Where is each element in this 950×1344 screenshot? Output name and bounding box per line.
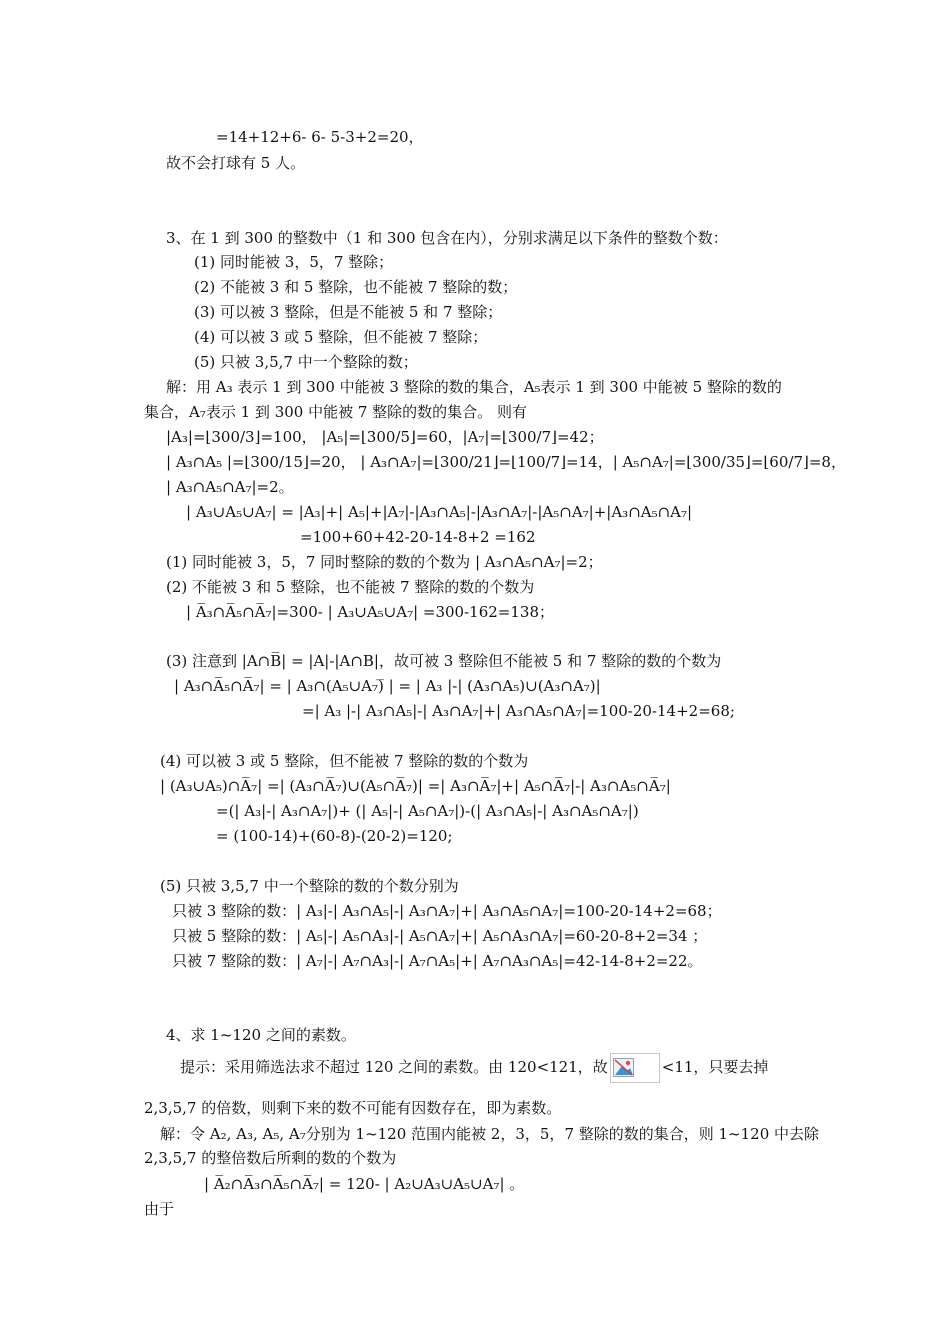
text-line: 2,3,5,7 的整倍数后所剩的数的个数为 [144, 1149, 397, 1167]
formula-line: 只被 7 整除的数：| A₇|-| A₇∩A₃|-| A₇∩A₅|+| A₇∩A₃∩A₅|=42-14-8+2=22。 [172, 952, 703, 970]
text-line: (2) 不能被 3 和 5 整除，也不能被 7 整除的数； [194, 278, 518, 296]
formula-line: 只被 5 整除的数：| A₅|-| A₅∩A₃|-| A₅∩A₇|+| A₅∩A₃∩A₇|=60-20-8+2=34 ； [172, 927, 708, 945]
formula-line: |A₃|=⌊300/3⌋=100， |A₅|=⌊300/5⌋=60，|A₇|=⌊300/7⌋=42； [166, 428, 604, 446]
hint-text-continued: <11，只要去掉 [661, 1058, 769, 1076]
formula-line: =(| A₃|-| A₃∩A₇|)+ (| A₅|-| A₅∩A₇|)-(| A₃∩A₅|-| A₃∩A₅∩A₇|) [216, 802, 639, 820]
formula-line: | (A₃∪A₅)∩A̅₇| =| (A₃∩A̅₇)∪(A₅∩A̅₇)| =| A₃∩A̅₇|+| A₅∩A̅₇|-| A₃∩A₅∩A̅₇| [160, 777, 671, 795]
text-line: =14+12+6- 6- 5-3+2=20， [216, 128, 424, 146]
hint-text: 提示：采用筛选法求不超过 120 之间的素数。由 120<121，故 [180, 1058, 608, 1076]
text-line: (5) 只被 3,5,7 中一个整除的数； [194, 353, 418, 371]
text-line: (3) 可以被 3 整除，但是不能被 5 和 7 整除； [194, 303, 503, 321]
text-line: 由于 [144, 1200, 175, 1218]
formula-line: | A₃∪A₅∪A₇| = |A₃|+| A₅|+|A₇|-|A₃∩A₅|-|A₃∩A₇|-|A₅∩A₇|+|A₃∩A₅∩A₇| [186, 503, 693, 521]
formula-line: | A₃∩A₅ |=⌊300/15⌋=20， | A₃∩A₇|=⌊300/21⌋=⌊100/7⌋=14，| A₅∩A₇|=⌊300/35⌋=⌊60/7⌋=8， [166, 453, 846, 471]
text-line: (2) 不能被 3 和 5 整除，也不能被 7 整除的数的个数为 [166, 578, 535, 596]
formula-line: = (100-14)+(60-8)-(20-2)=120; [216, 827, 453, 845]
text-line: 解：用 A₃ 表示 1 到 300 中能被 3 整除的数的集合，A₅表示 1 到 300 中能被 5 整除的数的 [166, 378, 782, 396]
problem-4-heading: 4、求 1~120 之间的素数。 [166, 1026, 356, 1044]
formula-line: 只被 3 整除的数：| A₃|-| A₃∩A₅|-| A₃∩A₇|+| A₃∩A₅∩A₇|=100-20-14+2=68； [172, 902, 722, 920]
text-line: (3) 注意到 |A∩B̅| = |A|-|A∩B|，故可被 3 整除但不能被 5 和 7 整除的数的个数为 [166, 652, 722, 670]
text-line: (1) 同时能被 3，5，7 整除； [194, 253, 394, 271]
text-line: (4) 可以被 3 或 5 整除，但不能被 7 整除； [194, 328, 488, 346]
text-line: 故不会打球有 5 人。 [166, 154, 306, 172]
formula-line: | A̅₃∩A̅₅∩A̅₇|=300- | A₃∪A₅∪A₇| =300-162=138； [186, 603, 554, 621]
formula-line: | A₃∩A₅∩A₇|=2。 [166, 478, 294, 496]
text-line: (1) 同时能被 3，5，7 同时整除的数的个数为 | A₃∩A₅∩A₇|=2； [166, 553, 603, 571]
formula-line: =100+60+42-20-14-8+2 =162 [300, 528, 536, 546]
formula-line: | A̅₂∩A̅₃∩A̅₅∩A̅₇| = 120- | A₂∪A₃∪A₅∪A₇| 。 [204, 1175, 525, 1193]
problem-3-heading: 3、在 1 到 300 的整数中（1 和 300 包含在内），分别求满足以下条件的整数个数： [166, 229, 728, 247]
text-line: 解：令 A₂, A₃, A₅, A₇分别为 1~120 范围内能被 2，3，5，7 整除的数的集合，则 1~120 中去除 [160, 1125, 820, 1143]
text-line: (4) 可以被 3 或 5 整除，但不能被 7 整除的数的个数为 [160, 752, 529, 770]
formula-line: | A₃∩A̅₅∩A̅₇| = | A₃∩(A₅∪A₇)̅ | = | A₃ |-| (A₃∩A₅)∪(A₃∩A₇)| [174, 677, 601, 695]
text-line [180, 1052, 768, 1083]
broken-image-icon [610, 1053, 660, 1083]
text-line: 集合，A₇表示 1 到 300 中能被 7 整除的数的集合。 则有 [144, 403, 527, 421]
formula-line: =| A₃ |-| A₃∩A₅|-| A₃∩A₇|+| A₃∩A₅∩A₇|=100-20-14+2=68; [302, 702, 735, 720]
text-line: (5) 只被 3,5,7 中一个整除的数的个数分别为 [160, 877, 459, 895]
text-line: 2,3,5,7 的倍数，则剩下来的数不可能有因数存在，即为素数。 [144, 1099, 562, 1117]
